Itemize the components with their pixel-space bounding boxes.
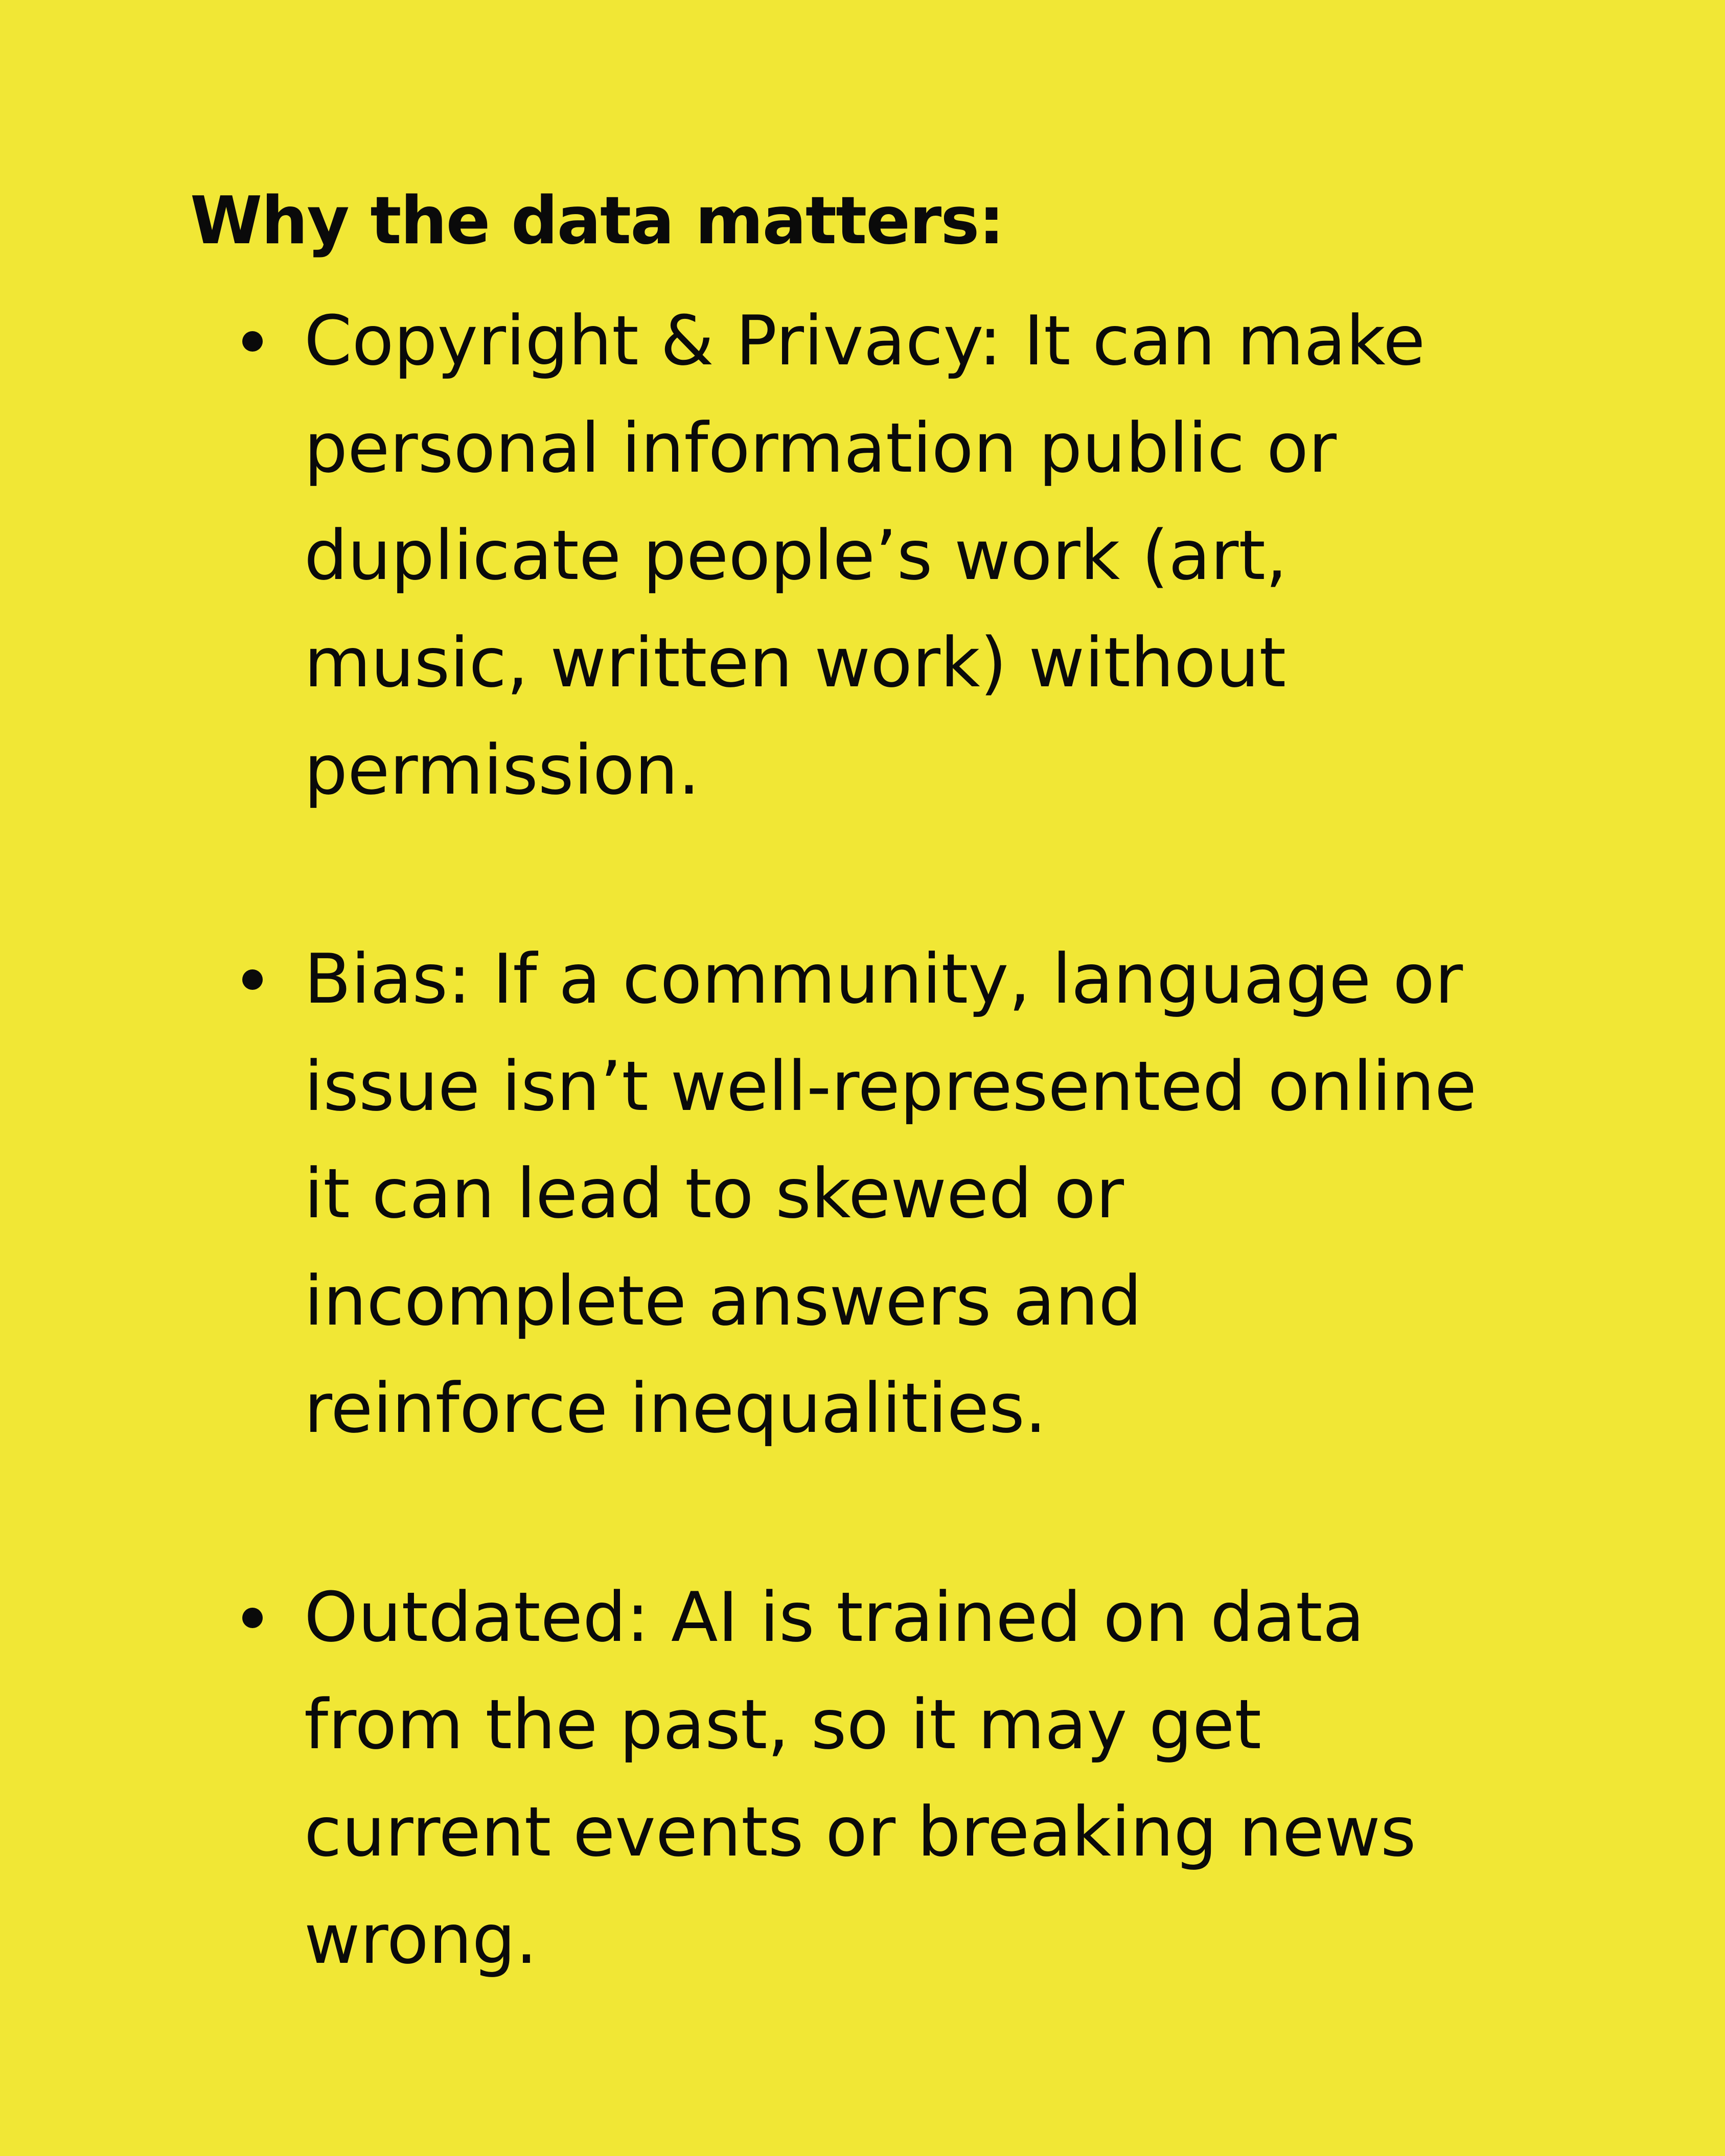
bullet-dot-icon	[242, 1608, 263, 1628]
text-line: permission.	[304, 730, 700, 810]
text-line: Copyright & Privacy: It can make	[304, 301, 1425, 381]
text-line: it can lead to skewed or	[304, 1154, 1124, 1234]
bullet-dot-icon	[242, 331, 263, 352]
list-item-text	[304, 287, 1592, 824]
text-line: reinforce inequalities.	[304, 1369, 1047, 1448]
text-line: personal information public or	[304, 408, 1337, 488]
text-line: Outdated: AI is trained on data	[304, 1578, 1365, 1657]
text-line: current events or breaking news	[304, 1792, 1416, 1872]
list-item-text	[304, 925, 1592, 1462]
bullet-dot-icon	[242, 969, 263, 990]
page-title: Why the data matters:	[190, 183, 1004, 259]
text-line: from the past, so it may get	[304, 1685, 1261, 1765]
text-line: music, written work) without	[304, 623, 1286, 703]
text-line: wrong.	[304, 1899, 538, 1979]
text-line: issue isn’t well-represented online	[304, 1047, 1477, 1126]
list-item-text	[304, 1564, 1592, 1993]
text-line: incomplete answers and	[304, 1261, 1142, 1341]
text-line: Bias: If a community, language or	[304, 939, 1463, 1019]
text-line: duplicate people’s work (art,	[304, 516, 1287, 595]
